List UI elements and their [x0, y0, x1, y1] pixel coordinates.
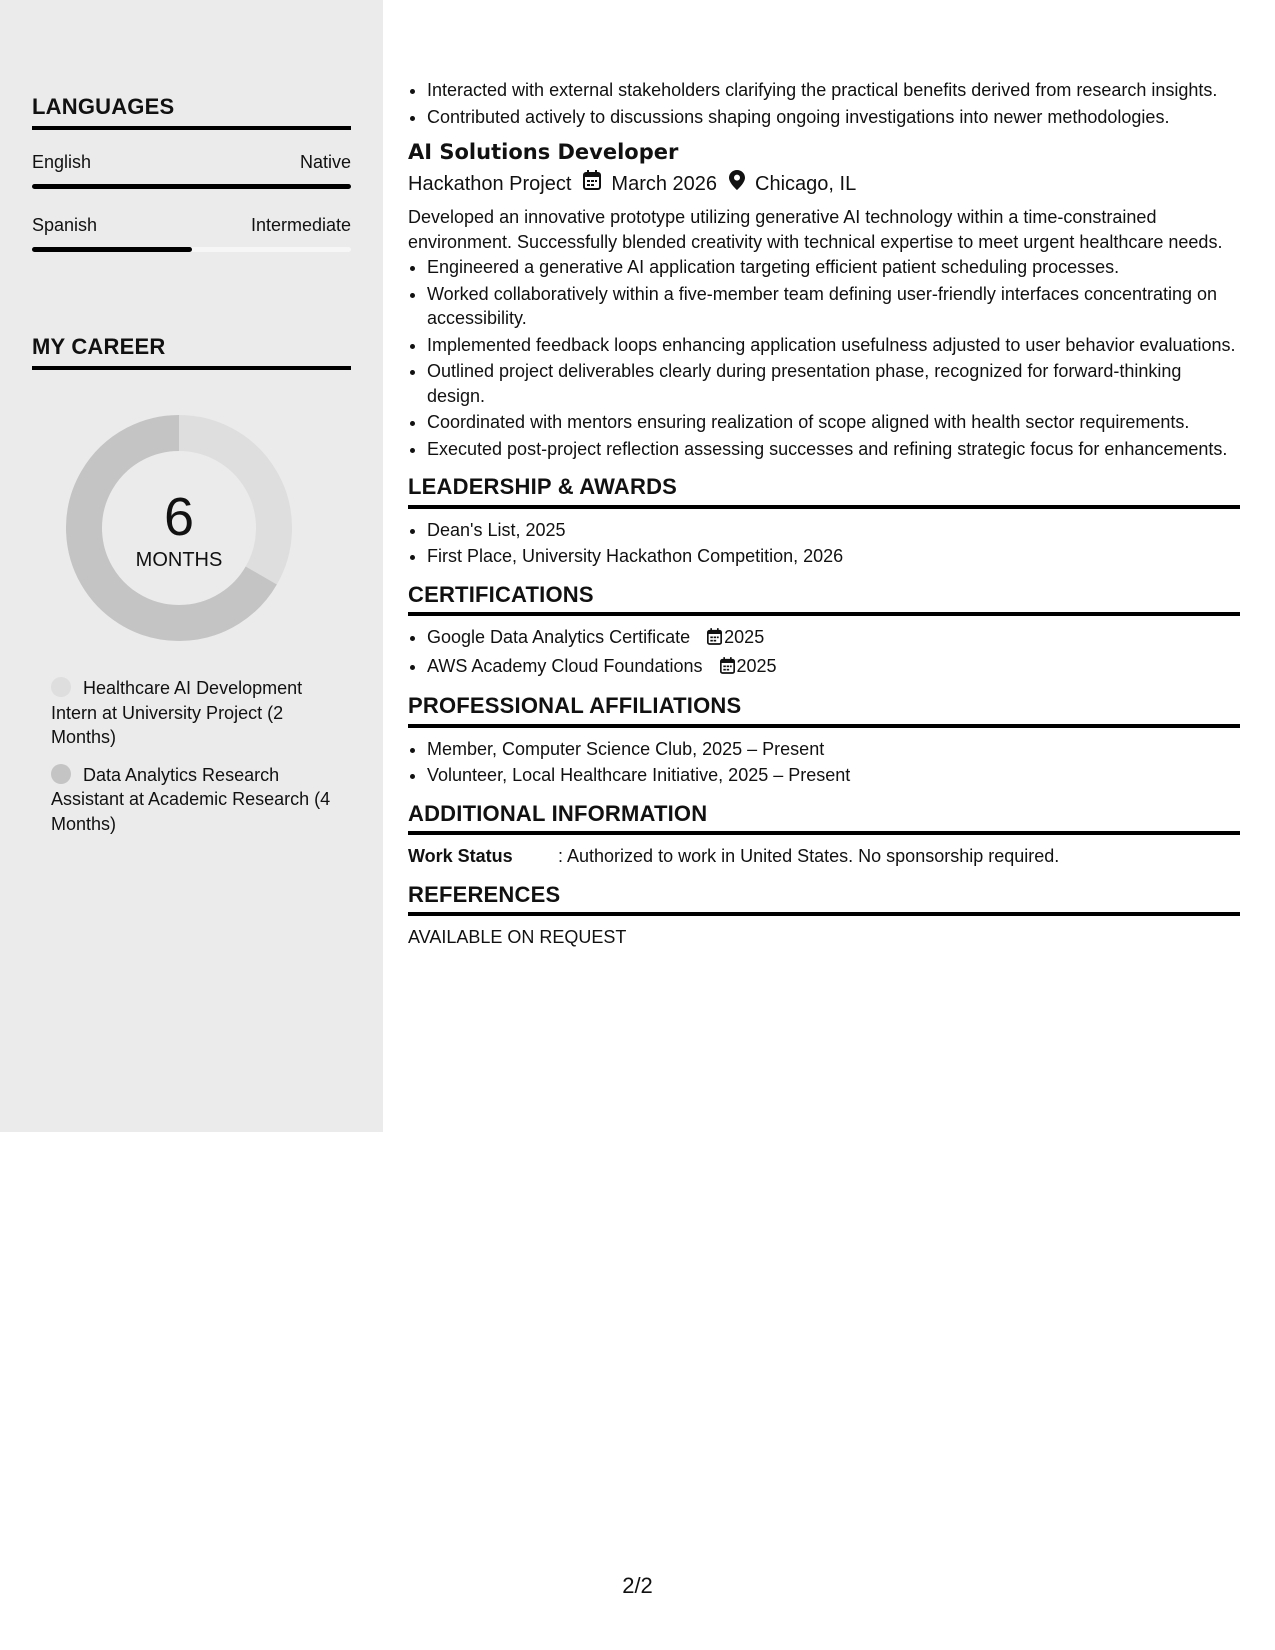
certifications-list: [408, 625, 1240, 680]
language-bar-fill: [32, 247, 192, 252]
main-content: [408, 78, 1240, 950]
previous-job-bullets: [408, 78, 1240, 129]
calendar-icon: [583, 169, 601, 199]
language-bar: [32, 184, 351, 189]
languages-heading: LANGUAGES: [32, 94, 351, 130]
leadership-list: [408, 518, 1240, 569]
bullet-item: • Worked collaboratively within a five-member team defining user-friendly interfaces concentrating on accessibility.: [427, 282, 1240, 331]
career-legend: [51, 676, 331, 849]
language-name: English: [32, 152, 92, 172]
leadership-heading: LEADERSHIP & AWARDS: [408, 475, 1240, 509]
references-text: AVAILABLE ON REQUEST: [408, 927, 627, 947]
job-location: Chicago, IL: [755, 173, 857, 195]
bullet-item: • Member, Computer Science Club, 2025 – Present: [427, 737, 1240, 762]
bullet-item: • Outlined project deliverables clearly during presentation phase, recognized for forward-thinking design.: [427, 359, 1240, 408]
certification-year: 2025: [736, 655, 777, 676]
job-meta: [408, 169, 1240, 199]
career-heading: MY CAREER: [32, 334, 351, 370]
language-name: Spanish: [32, 215, 98, 235]
career-section: [32, 334, 351, 370]
map-pin-icon: [729, 169, 745, 199]
career-total-unit: MONTHS: [135, 549, 223, 571]
bullet-item: • Volunteer, Local Healthcare Initiative, 2025 – Present: [427, 763, 1240, 788]
certifications-heading: CERTIFICATIONS: [408, 583, 1240, 617]
career-total-number: 6: [163, 487, 195, 547]
language-bar-fill: [32, 184, 351, 189]
bullet-item: • Interacted with external stakeholders clarifying the practical benefits derived from research insights.: [427, 78, 1240, 103]
page-number: 2/2: [622, 1573, 653, 1598]
bullet-item: • First Place, University Hackathon Competition, 2026: [427, 544, 1240, 569]
legend-dot: [51, 764, 71, 784]
job-bullets: [408, 255, 1240, 461]
affiliations-heading: PROFESSIONAL AFFILIATIONS: [408, 694, 1240, 728]
certification-name: Google Data Analytics Certificate: [427, 627, 691, 647]
career-legend-item: [51, 676, 331, 750]
certification-item: [427, 654, 1240, 681]
career-legend-text: Data Analytics Research Assistant at Academic Research (4 Months): [51, 764, 331, 834]
job-date: March 2026: [611, 173, 718, 195]
additional-info-heading: ADDITIONAL INFORMATION: [408, 802, 1240, 836]
work-status-label: Work Status: [408, 846, 513, 866]
certification-year: 2025: [724, 627, 765, 647]
career-legend-item: [51, 763, 331, 837]
bullet-item: • Dean's List, 2025: [427, 518, 1240, 543]
bullet-item: • Engineered a generative AI application targeting efficient patient scheduling processes.: [427, 255, 1240, 280]
language-item-spanish: [32, 215, 351, 252]
career-legend-text: Healthcare AI Development Intern at University Project (2 Months): [51, 678, 303, 747]
job-company: Hackathon Project: [408, 173, 572, 195]
certification-item: [427, 625, 1240, 652]
calendar-icon: [707, 627, 722, 652]
references-heading: REFERENCES: [408, 883, 1240, 917]
sidebar: [0, 0, 383, 1132]
affiliations-list: [408, 737, 1240, 788]
language-level: Native: [299, 152, 351, 172]
language-item-english: [32, 152, 351, 189]
bullet-item: • Implemented feedback loops enhancing application usefulness adjusted to user behavior evaluations.: [427, 333, 1240, 358]
language-level: Intermediate: [250, 215, 351, 235]
legend-dot: [51, 677, 71, 697]
job-title: AI Solutions Developer: [408, 140, 679, 164]
calendar-icon: [720, 656, 735, 681]
bullet-item: • Coordinated with mentors ensuring realization of scope aligned with health sector requirements.: [427, 410, 1240, 435]
job-description: Developed an innovative prototype utilizing generative AI technology within a time-constrained environment. Successfully blended creativity with technical expertise to meet urgent healthcare needs.: [408, 207, 1223, 252]
languages-section: [32, 94, 351, 252]
work-status-value: : Authorized to work in United States. No sponsorship required.: [558, 846, 1060, 866]
language-bar: [32, 247, 351, 252]
bullet-item: • Contributed actively to discussions shaping ongoing investigations into newer methodologies.: [427, 105, 1240, 130]
work-status-row: [408, 844, 1240, 869]
bullet-item: • Executed post-project reflection assessing successes and refining strategic focus for enhancements.: [427, 437, 1240, 462]
certification-name: AWS Academy Cloud Foundations: [427, 655, 703, 676]
